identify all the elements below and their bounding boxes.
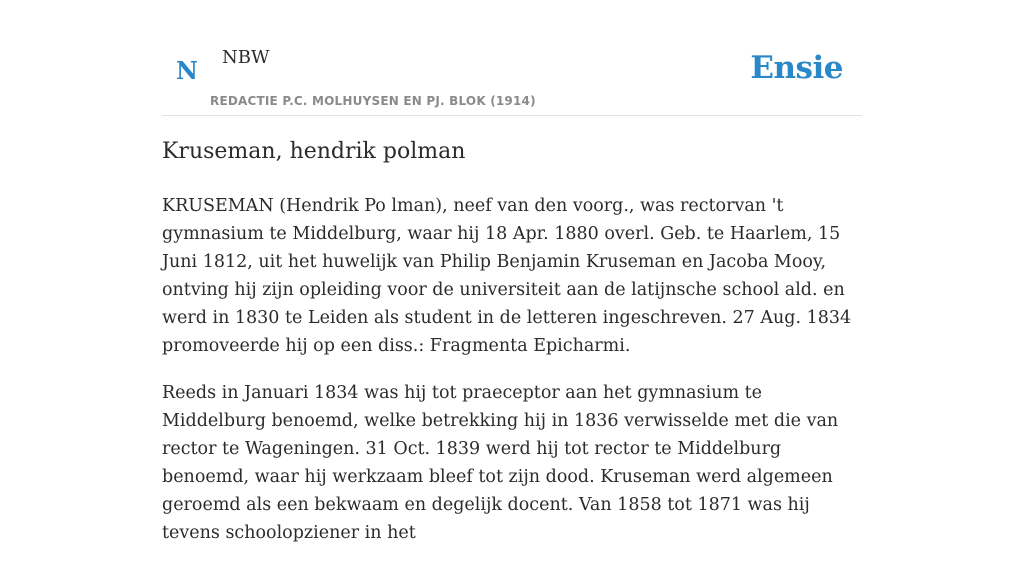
article-paragraph: KRUSEMAN (Hendrik Po lman), neef van den voorg., was rectorvan 't gymnasium te Middelburg, waar hij 18 Apr. 1880 overl. Geb. te Haarlem, 15 Juni 1812, uit het huwelijk van Philip Benjamin Kruseman en Jacoba Mooy, ontving hij zijn opleiding voor de universiteit aan de latijnsche school ald. en werd in 1830 te Leiden als student in de letteren ingeschreven. 27 Aug. 1834 promoveerde hij op een diss.: Fragmenta Epicharmi. <box>162 196 852 356</box>
brand-logo[interactable]: Ensie <box>750 50 843 86</box>
article-title: Kruseman, hendrik polman <box>162 139 466 164</box>
source-title[interactable]: NBW <box>222 47 270 68</box>
source-subtitle: REDACTIE P.C. MOLHUYSEN EN PJ. BLOK (1914) <box>210 94 536 108</box>
source-logo[interactable]: N <box>176 56 198 85</box>
article-body <box>162 192 862 566</box>
header <box>162 0 862 116</box>
article-paragraph: Reeds in Januari 1834 was hij tot praeceptor aan het gymnasium te Middelburg benoemd, welke betrekking hij in 1836 verwisselde met die van rector te Wageningen. 31 Oct. 1839 werd hij tot rector te Middelburg benoemd, waar hij werkzaam bleef tot zijn dood. Kruseman werd algemeen geroemd als een bekwaam en degelijk docent. Van 1858 tot 1871 was hij tevens schoolopziener in het <box>162 383 839 543</box>
